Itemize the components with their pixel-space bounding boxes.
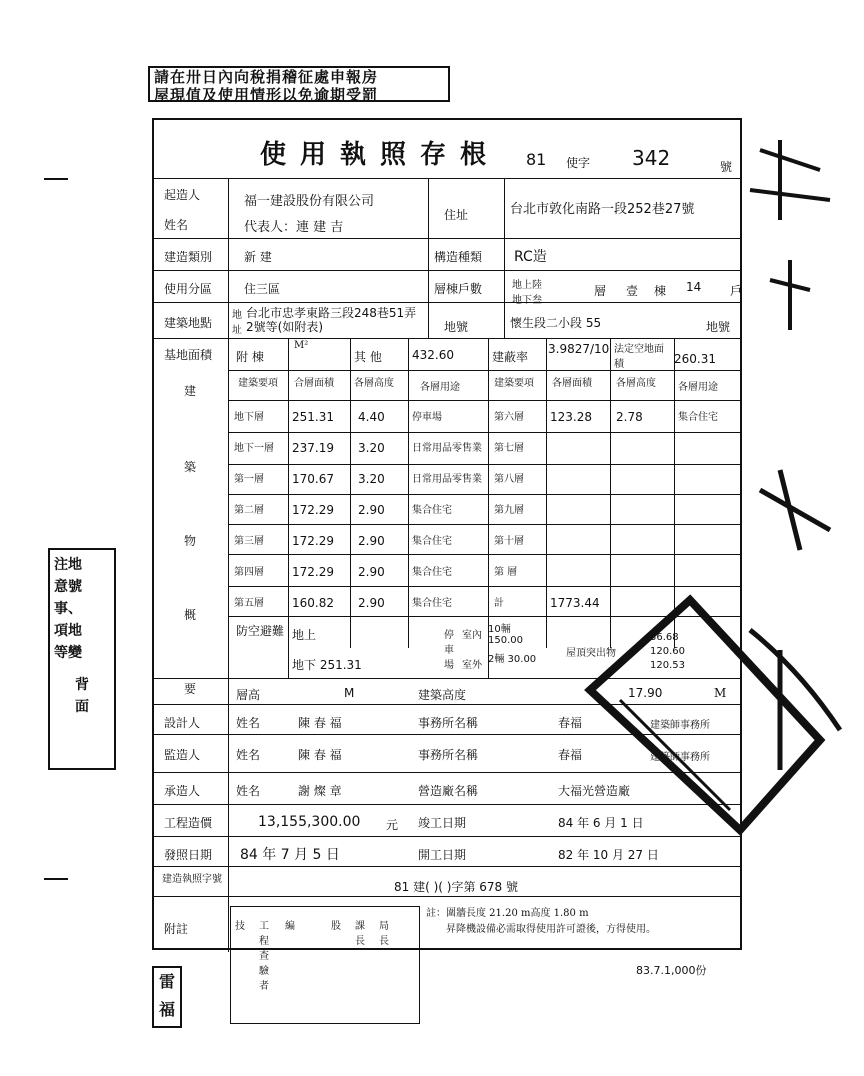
floor-name-left: 第三層: [234, 536, 264, 547]
supervisor-label: 監造人: [164, 748, 201, 762]
signature-block: [230, 906, 420, 1024]
sign-col: 局長: [379, 921, 389, 947]
site-label: 建築地點: [164, 316, 213, 330]
parking-indoor-label: 室內: [462, 630, 482, 641]
site-addr: 台北市忠孝東路三段248巷51弄 2號等(如附表): [246, 306, 417, 334]
floor-area-left: 172.29: [292, 534, 334, 548]
issue-label: 發照日期: [164, 848, 213, 862]
floor-name-left: 第一層: [234, 474, 264, 485]
note-label: 附註: [164, 922, 189, 936]
floor-height-left: 3.20: [358, 472, 385, 486]
floor-area-left: 160.82: [292, 596, 334, 610]
floor-use-left: 日常用品零售業: [412, 474, 482, 485]
contractor-office: 大福光營造廠: [558, 784, 631, 798]
header-left-item: 建築要項: [238, 378, 278, 389]
contractor-name-label: 姓名: [236, 784, 261, 798]
form-title: 使用執照存根: [260, 140, 501, 170]
red-seal-stamp: [152, 966, 182, 1028]
supervisor-suffix: 建築師事務所: [650, 752, 710, 763]
side-notice-line: 事、: [54, 601, 82, 617]
floor-height-label: 層高: [236, 688, 261, 702]
supervisor-office: 春福: [558, 748, 583, 762]
floor-name-left: 第四層: [234, 567, 264, 578]
designer-name-label: 姓名: [236, 716, 261, 730]
sign-col: 股: [331, 921, 341, 932]
floor-height-left: 2.90: [358, 565, 385, 579]
floor-area-left: 172.29: [292, 503, 334, 517]
header-left-area: 合層面積: [294, 378, 334, 389]
cost-value: 13,155,300.00: [258, 814, 361, 830]
category-value: 新 建: [244, 250, 272, 264]
floor-name-right: 第六層: [494, 412, 524, 423]
supervisor-office-label: 事務所名稱: [418, 748, 479, 762]
builder-addr: 台北市敦化南路一段252巷27號: [510, 202, 695, 217]
floor-area-left: 251.31: [292, 410, 334, 424]
parking-label: 停車場: [444, 630, 454, 671]
sign-col: 工程查驗者: [259, 921, 269, 992]
building-heading: 建: [184, 384, 197, 398]
other-value: 432.60: [412, 348, 454, 362]
margin-stroke: [760, 470, 830, 550]
header-right-item: 建築要項: [494, 378, 534, 389]
tax-notice-line1: 請在卅日內向稅捐稽征處申報房: [154, 68, 379, 86]
done-label: 竣工日期: [418, 816, 467, 830]
header-left-use: 各層用途: [420, 382, 460, 393]
roof-value-3: 120.53: [650, 660, 685, 671]
form-print-code: 83.7.1,000份: [636, 964, 707, 977]
margin-stroke: [770, 260, 810, 330]
roof-value-2: 120.60: [650, 646, 685, 657]
floor-use-left: 日常用品零售業: [412, 443, 482, 454]
floor-name-left: 地下層: [234, 412, 264, 423]
side-notice-back: 面: [75, 699, 89, 715]
floor-height-left: 2.90: [358, 534, 385, 548]
floor-area-left: 172.29: [292, 565, 334, 579]
floor-area-left: 237.19: [292, 441, 334, 455]
floor-height-left: 2.90: [358, 503, 385, 517]
building-height-label: 建築高度: [418, 688, 467, 702]
area-label: 基地面積: [164, 348, 213, 362]
seal-char: 雷: [158, 972, 175, 991]
floors-label: 層棟戶數: [434, 282, 483, 296]
building-height-value: 17.90: [628, 686, 663, 700]
issue-date: 84 年 7 月 5 日: [240, 847, 340, 863]
lot-suffix: 地號: [706, 320, 731, 334]
sign-col: 編: [285, 921, 295, 932]
start-date: 82 年 10 月 27 日: [558, 848, 659, 862]
struct-value: RC造: [514, 249, 547, 265]
permit-suffix: 號: [720, 160, 733, 174]
area-unit: M²: [294, 340, 309, 351]
shelter-below: 地下 251.31: [292, 658, 362, 672]
side-notice-line: 意號: [54, 579, 82, 595]
floor-name-left: 第五層: [234, 598, 264, 609]
stamp-inner-line: [620, 700, 730, 810]
floor-name-left: 第二層: [234, 505, 264, 516]
designer-label: 設計人: [164, 716, 201, 730]
floor-name-right: 第九層: [494, 505, 524, 516]
floor-height-left: 4.40: [358, 410, 385, 424]
floors-value: 地上陸 地下叁: [512, 280, 542, 306]
punch-mark: [44, 178, 68, 180]
zone-value: 住三區: [244, 282, 281, 296]
floor-use-right: 集合住宅: [678, 412, 718, 423]
cost-unit: 元: [386, 818, 399, 832]
permit-ref-label: 建造執照字號: [162, 874, 222, 885]
parking-outdoor-value: 2輛 30.00: [488, 654, 537, 665]
floor-name-right: 第十層: [494, 536, 524, 547]
bldg-value: 壹: [626, 284, 639, 298]
floor-height-value: M: [344, 686, 355, 700]
lot-label: 地號: [444, 320, 469, 334]
permit-type: 使字: [566, 156, 591, 170]
side-notice-back: 背: [75, 677, 89, 693]
margin-stroke: [750, 140, 830, 220]
designer-office: 春福: [558, 716, 583, 730]
cost-label: 工程造價: [164, 816, 213, 830]
builder-label: 起造人: [164, 188, 201, 202]
building-heading: 物: [184, 534, 197, 548]
header-left-height: 各層高度: [354, 378, 394, 389]
parking-indoor-value: 10輛 150.00: [488, 624, 523, 646]
designer-suffix: 建築師事務所: [650, 720, 710, 731]
margin-stamp-strokes: [740, 130, 850, 830]
floor-height-right: 2.78: [616, 410, 643, 424]
floor-use-left: 集合住宅: [412, 536, 452, 547]
building-heading: 築: [184, 460, 197, 474]
side-notice-line: 注地: [54, 557, 82, 573]
roof-value-1: 36.68: [650, 632, 679, 643]
units-value: 14: [686, 280, 702, 294]
site-addr-label: 地址: [232, 310, 242, 336]
zone-label: 使用分區: [164, 282, 213, 296]
floor-unit: 層: [594, 284, 607, 298]
floor-name-right: 第 層: [494, 567, 518, 578]
tax-notice-line2: 屋現值及使用情形以免逾期受罰: [154, 86, 379, 104]
permit-number: 342: [632, 146, 671, 170]
designer-name: 陳 春 福: [298, 716, 342, 730]
note-line2: 昇降機設備必需取得使用許可證後，方得使用。: [446, 924, 656, 935]
floor-use-left: 停車場: [412, 412, 442, 423]
sign-col: 課長: [355, 921, 365, 947]
coverage-label: 建蔽率: [492, 350, 529, 364]
contractor-name: 謝 燦 章: [298, 784, 342, 798]
coverage-value: 3.9827/10: [548, 342, 610, 356]
builder-rep: 代表人：連 建 吉: [244, 220, 344, 235]
decided-value: 260.31: [674, 352, 716, 366]
building-height-unit: M: [714, 686, 727, 700]
sign-col: 技: [235, 921, 245, 932]
building-heading: 要: [184, 682, 197, 696]
other-label: 其 他: [354, 350, 382, 364]
floor-use-left: 集合住宅: [412, 598, 452, 609]
supervisor-name-label: 姓名: [236, 748, 261, 762]
shelter-label: 防空避難: [236, 624, 285, 638]
roof-label: 屋頂突出物: [566, 648, 616, 659]
decided-label: 法定空地面積: [614, 344, 664, 370]
header-right-height: 各層高度: [616, 378, 656, 389]
seal-char: 福: [158, 1000, 175, 1019]
designer-office-label: 事務所名稱: [418, 716, 479, 730]
margin-stroke: [750, 630, 840, 770]
building-heading: 概: [184, 608, 197, 622]
floor-name-right: 計: [494, 598, 504, 609]
floor-name-right: 第八層: [494, 474, 524, 485]
units-unit: 戶: [730, 284, 743, 298]
side-notice-line: 等變: [54, 645, 82, 661]
floor-area-left: 170.67: [292, 472, 334, 486]
tax-notice-stamp: [148, 66, 450, 102]
punch-mark: [44, 878, 68, 880]
floor-area-right: 1773.44: [550, 596, 600, 610]
bldg-unit: 棟: [654, 284, 667, 298]
side-notice-box: [48, 548, 116, 770]
floor-use-left: 集合住宅: [412, 505, 452, 516]
floor-name-right: 第七層: [494, 443, 524, 454]
start-label: 開工日期: [418, 848, 467, 862]
builder-company: 福一建設股份有限公司: [244, 194, 375, 209]
lot-value: 懷生段二小段 55: [510, 316, 602, 330]
floor-use-left: 集合住宅: [412, 567, 452, 578]
category-label: 建造類別: [164, 250, 213, 264]
contractor-label: 承造人: [164, 784, 201, 798]
floor-name-left: 地下一層: [234, 443, 274, 454]
builder-name-label: 姓名: [164, 218, 189, 232]
header-right-use: 各層用途: [678, 382, 718, 393]
struct-label: 構造種類: [434, 250, 483, 264]
attached-label: 附 棟: [236, 350, 264, 364]
shelter-above: 地上: [292, 628, 317, 642]
done-date: 84 年 6 月 1 日: [558, 816, 644, 830]
permit-year: 81: [526, 150, 547, 169]
floor-height-left: 2.90: [358, 596, 385, 610]
supervisor-name: 陳 春 福: [298, 748, 342, 762]
builder-addr-label: 住址: [444, 208, 469, 222]
permit-ref-value: 81 建( )( )字第 678 號: [394, 880, 518, 894]
note-line1: 註：圍牆長度 21.20 m高度 1.80 m: [426, 908, 589, 919]
side-notice-line: 項地: [54, 623, 82, 639]
floor-height-left: 3.20: [358, 441, 385, 455]
header-right-area: 各層面積: [552, 378, 592, 389]
floor-area-right: 123.28: [550, 410, 592, 424]
parking-outdoor-label: 室外: [462, 660, 482, 671]
contractor-office-label: 營造廠名稱: [418, 784, 479, 798]
